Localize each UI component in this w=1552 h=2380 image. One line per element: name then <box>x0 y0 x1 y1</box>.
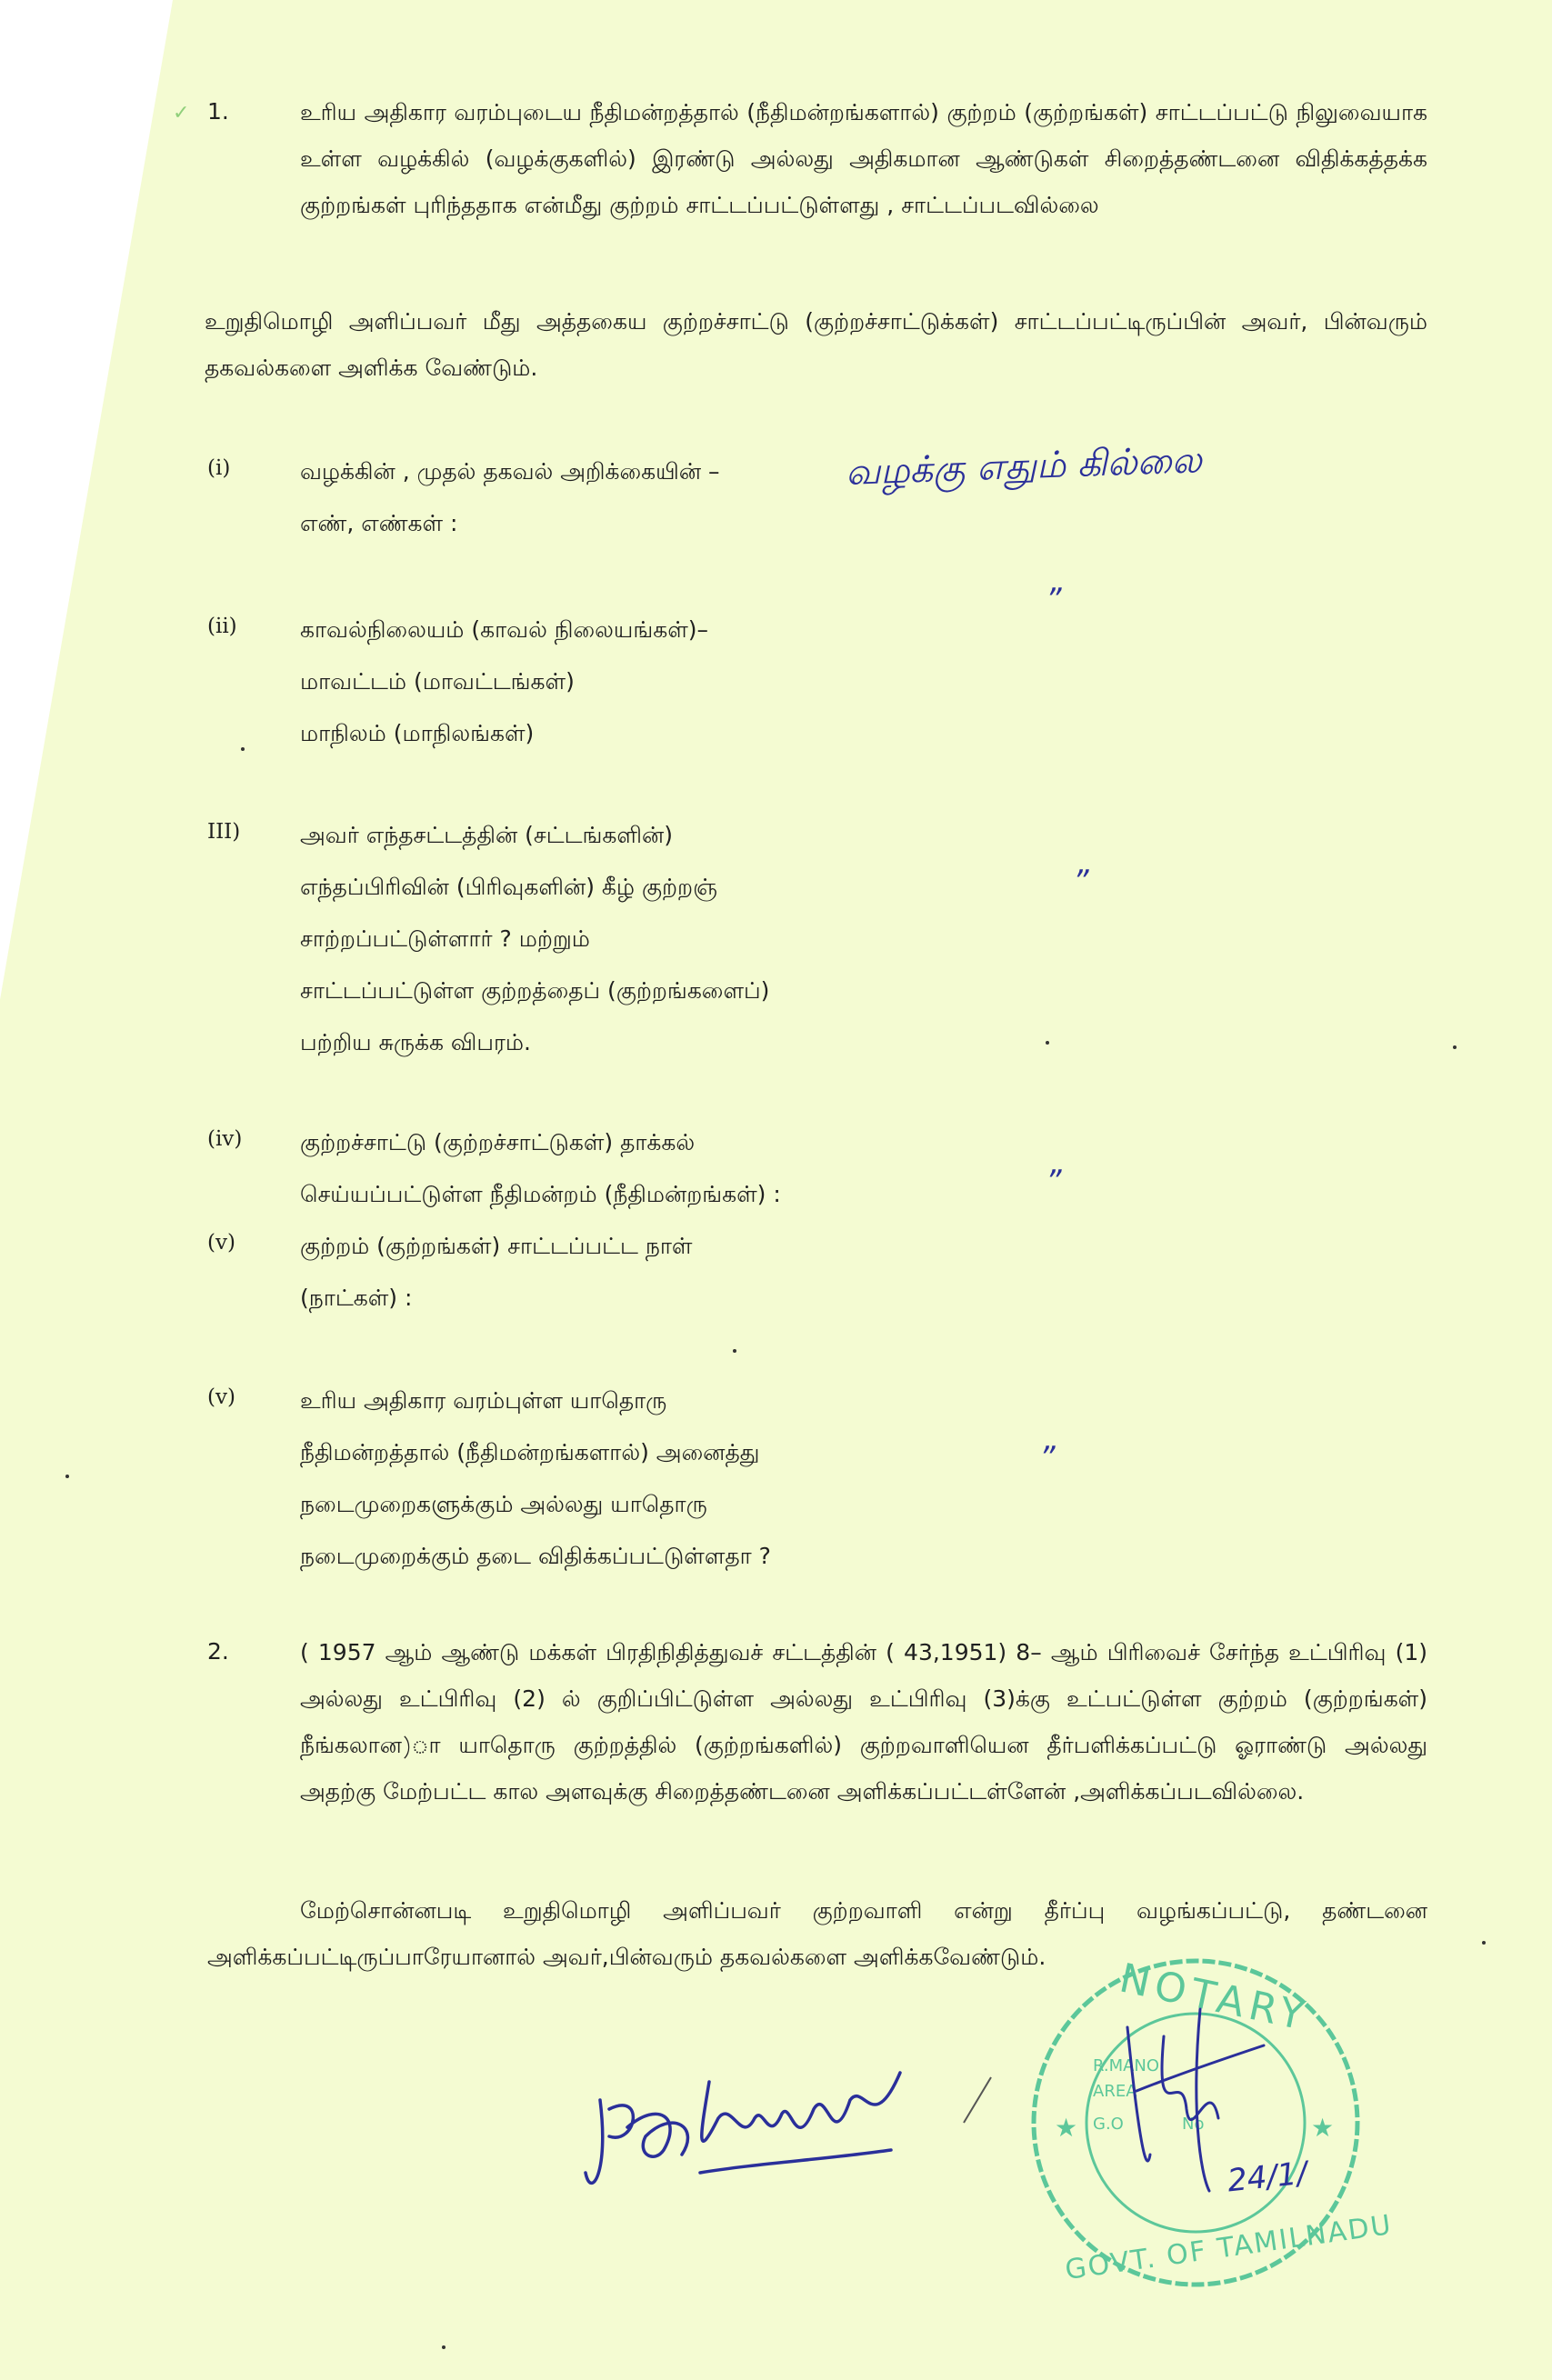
section-1-followup: உறுதிமொழி அளிப்பவர் மீது அத்தகைய குற்றச்சாட்டு (குற்றச்சாட்டுக்கள்) சாட்டப்பட்டிருப்பின் அவர், பின்வரும் தகவல்களை அளிக்க வேண்டும். <box>205 308 1427 381</box>
item-v-text <box>300 1220 846 1324</box>
item-ii-line-1: காவல்நிலையம் (காவல் நிலையங்கள்)– <box>300 616 709 643</box>
stamp-bottom-text: GOVT. OF TAMILNADU <box>1063 2208 1395 2287</box>
item-iii-line-2: எந்தப்பிரிவின் (பிரிவுகளின்) கீழ் குற்றஞ் <box>300 874 717 900</box>
item-iv-line-1: குற்றச்சாட்டு (குற்றச்சாட்டுகள்) தாக்கல் <box>300 1129 696 1155</box>
item-vi-number: (v) <box>207 1385 235 1409</box>
stamp-date: 24/1/ <box>1226 2155 1309 2200</box>
section-2-number: 2. <box>207 1638 229 1665</box>
item-v-line-1: குற்றம் (குற்றங்கள்) சாட்டப்பட்ட நாள் <box>300 1233 693 1259</box>
item-iii-line-1: அவர் எந்தசட்டத்தின் (சட்டங்களின்) <box>300 822 674 848</box>
speck <box>241 747 245 751</box>
ditto-mark-ii: ” <box>1046 582 1062 618</box>
item-i-line-1: வழக்கின் , முதல் தகவல் அறிக்கையின் – <box>300 458 720 485</box>
stamp-signature <box>1027 1955 1364 2291</box>
ditto-mark-iii: ” <box>1073 864 1089 900</box>
item-iii-line-5: பற்றிய சுருக்க விபரம். <box>300 1029 531 1055</box>
signature <box>573 2064 918 2218</box>
item-vi-line-1: உரிய அதிகார வரம்புள்ள யாதொரு <box>300 1387 667 1414</box>
ditto-mark-iv: ” <box>1046 1164 1062 1200</box>
item-iii-line-4: சாட்டப்பட்டுள்ள குற்றத்தைப் (குற்றங்களைப்) <box>300 977 770 1004</box>
item-iv-line-2: செய்யப்பட்டுள்ள நீதிமன்றம் (நீதிமன்றங்கள்) : <box>300 1181 781 1207</box>
item-vi-line-4: நடைமுறைக்கும் தடை விதிக்கப்பட்டுள்ளதா ? <box>300 1543 771 1569</box>
section-1-number: 1. <box>207 98 229 125</box>
item-i-text <box>300 445 846 549</box>
notary-stamp <box>1027 1955 1395 2291</box>
item-iii-line-3: சாற்றப்பட்டுள்ளார் ? மற்றும் <box>300 925 590 952</box>
item-ii-text <box>300 604 846 759</box>
handwritten-answer-i: வழக்கு எதும் கில்லை <box>845 439 1203 494</box>
item-iii-number: III) <box>207 820 241 844</box>
item-i-number: (i) <box>207 456 231 480</box>
section-2-text: ( 1957 ஆம் ஆண்டு மக்கள் பிரதிநிதித்துவச் சட்டத்தின் ( 43,1951) 8– ஆம் பிரிவைச் சேர்ந்த உட்பிரிவு (1) அல்லது உட்பிரிவு (2) ல் குறிப்பிட்டுள்ள அல்லது உட்பிரிவு (3)க்கு உட்பட்டுள்ள குற்றம் (குற்றங்கள்) நீங்கலான)ா யாதொரு குற்றத்தில் (குற்றங்களில்) குற்றவாளியென தீர்பளிக்கப்பட்டு ஓராண்டு அல்லது அதற்கு மேற்பட்ட கால அளவுக்கு சிறைத்தண்டனை அளிக்கப்பட்டள்ளேன் ,அளிக்கப்படவில்லை. <box>300 1639 1427 1805</box>
item-iv-number: (iv) <box>207 1127 243 1151</box>
item-ii-number: (ii) <box>207 615 237 638</box>
item-vi-line-3: நடைமுறைகளுக்கும் அல்லது யாதொரு <box>300 1491 707 1517</box>
pen-stroke <box>959 2073 996 2127</box>
stamp-inner-line-2: AREA <box>1093 2082 1137 2101</box>
tick-mark: ✓ <box>173 102 190 125</box>
stamp-inner-line-4: No <box>1182 2115 1205 2134</box>
item-vi-line-2: நீதிமன்றத்தால் (நீதிமன்றங்களால்) அனைத்து <box>300 1439 760 1465</box>
speck <box>1046 1041 1049 1045</box>
speck <box>442 2345 446 2349</box>
speck <box>733 1349 736 1353</box>
stamp-inner-line-3: G.O <box>1093 2115 1124 2134</box>
section-2-followup: மேற்சொன்னபடி உறுதிமொழி அளிப்பவர் குற்றவாளி என்று தீர்ப்பு வழங்கப்பட்டு, தண்டனை அளிக்கப்பட்டிருப்பாரேயானால் அவர்,பின்வரும் தகவல்களை அளிக்கவேண்டும். <box>207 1897 1427 1970</box>
stamp-inner-line-1: R.MANO <box>1093 2056 1160 2075</box>
svg-text:★: ★ <box>1055 2113 1078 2143</box>
item-ii-line-2: மாவட்டம் (மாவட்டங்கள்) <box>300 668 575 695</box>
item-iii-text <box>300 809 846 1068</box>
section-1-text: உரிய அதிகார வரம்புடைய நீதிமன்றத்தால் (நீதிமன்றங்களால்) குற்றம் (குற்றங்கள்) சாட்டப்பட்டு நிலுவையாக உள்ள வழக்கில் (வழக்குகளில்) இரண்டு அல்லது அதிகமான ஆண்டுகள் சிறைத்தண்டனை விதிக்கத்தக்க குற்றங்கள் புரிந்ததாக என்மீது குற்றம் சாட்டப்பட்டுள்ளது , சாட்டப்படவில்லை <box>300 99 1427 218</box>
speck <box>1453 1045 1457 1049</box>
item-vi-text <box>300 1375 846 1582</box>
stamp-top-text: NOTARY <box>1116 1955 1314 2041</box>
page-edge <box>0 0 173 2380</box>
speck <box>1482 1941 1486 1945</box>
item-i-line-2: எண், எண்கள் : <box>300 510 458 536</box>
item-v-line-2: (நாட்கள்) : <box>300 1285 413 1311</box>
item-v-number: (v) <box>207 1231 235 1255</box>
item-iv-text <box>300 1116 846 1220</box>
svg-text:★: ★ <box>1311 2113 1335 2143</box>
speck <box>65 1475 69 1478</box>
ditto-mark-vi: ” <box>1039 1440 1056 1476</box>
item-ii-line-3: மாநிலம் (மாநிலங்கள்) <box>300 720 535 746</box>
